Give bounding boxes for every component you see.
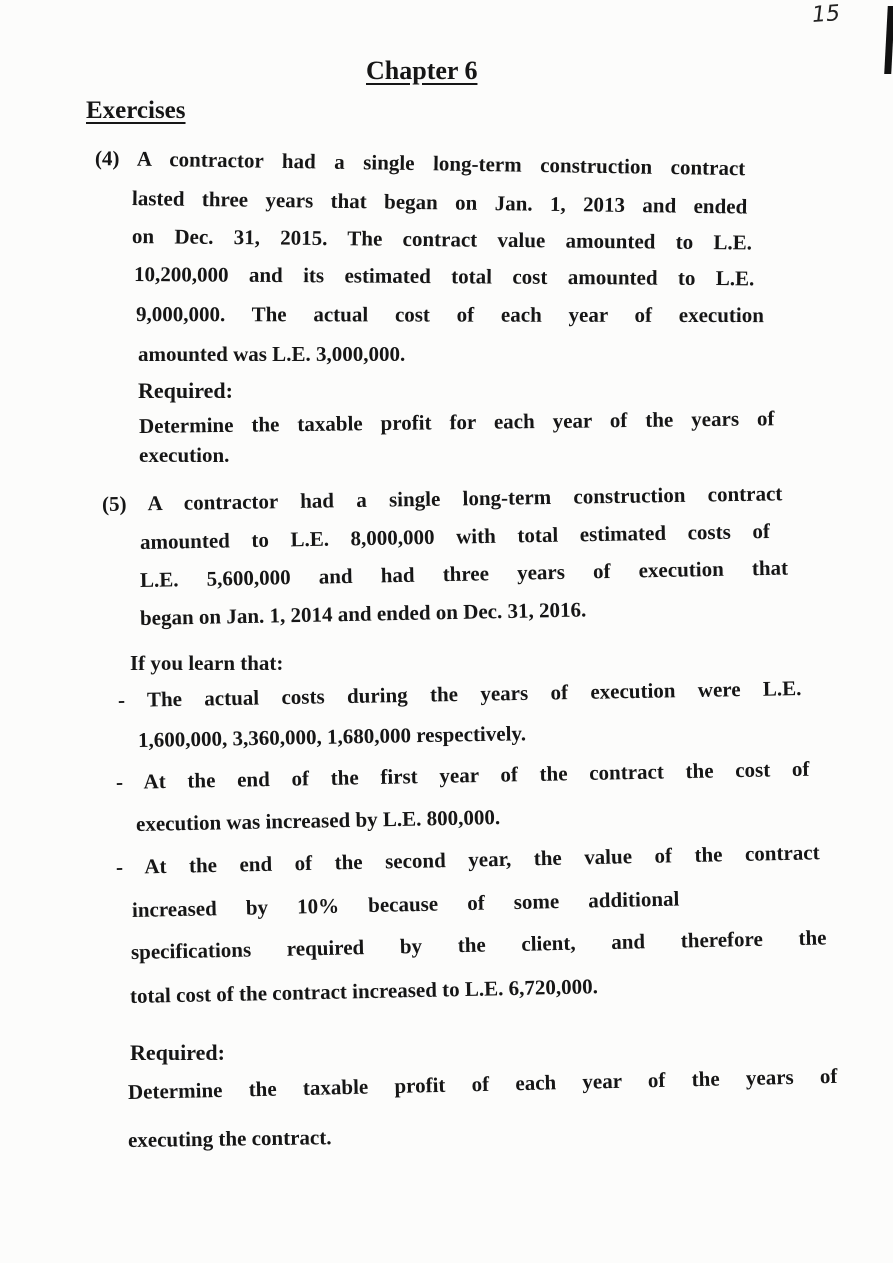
- exercise-5-bullet-line: 1,600,000, 3,360,000, 1,680,000 respectively.: [137, 721, 527, 752]
- exercise-5-bullet-line: - The actual costs during the years of execution were L.E.: [117, 676, 802, 712]
- exercise-5-bullet-line: specifications required by the client, and therefore the: [130, 925, 827, 964]
- exercise-4-required-line: Determine the taxable profit for each year of the years of: [138, 406, 775, 438]
- exercise-5-line: began on Jan. 1, 2014 and ended on Dec. 31, 2016.: [139, 597, 587, 630]
- scan-edge-mark: [884, 6, 893, 74]
- exercise-5-line: L.E. 5,600,000 and had three years of execution that: [139, 555, 789, 592]
- exercise-4-required-line: execution.: [139, 443, 230, 467]
- exercise-4-line: amounted was L.E. 3,000,000.: [138, 342, 406, 366]
- exercise-5-required-line: Determine the taxable profit of each year of the years of: [127, 1063, 838, 1104]
- exercise-5-required-label: Required:: [130, 1040, 225, 1065]
- section-heading: Exercises: [86, 97, 186, 124]
- exercise-4-line: on Dec. 31, 2015. The contract value amounted to L.E.: [131, 224, 753, 255]
- exercise-5-bullet-line: total cost of the contract increased to L.E. 6,720,000.: [129, 974, 599, 1008]
- chapter-title: Chapter 6: [366, 56, 478, 85]
- exercise-5-line: amounted to L.E. 8,000,000 with total estimated costs of: [139, 519, 771, 554]
- exercise-4-line: (4) A contractor had a single long-term construction contract: [94, 146, 746, 181]
- page-number: 15: [811, 1, 841, 28]
- exercise-5-bullet-line: - At the end of the first year of the contract the cost of: [115, 756, 810, 794]
- exercise-5-required-line: executing the contract.: [127, 1125, 332, 1152]
- exercise-4-line: 10,200,000 and its estimated total cost amounted to L.E.: [133, 262, 755, 291]
- exercise-4-required-label: Required:: [138, 378, 233, 403]
- exercise-5-bullet-line: increased by 10% because of some additional: [131, 886, 680, 922]
- exercise-5-bullet-line: execution was increased by L.E. 800,000.: [135, 805, 501, 836]
- exercise-4-line: 9,000,000. The actual cost of each year of execution: [135, 302, 764, 328]
- exercise-5-line: (5) A contractor had a single long-term construction contract: [101, 481, 783, 516]
- exercise-5-learn-intro: If you learn that:: [130, 651, 284, 675]
- exercise-5-bullet-line: - At the end of the second year, the value of the contract: [115, 840, 820, 879]
- exercise-4-line: lasted three years that began on Jan. 1, 2013 and ended: [131, 186, 748, 219]
